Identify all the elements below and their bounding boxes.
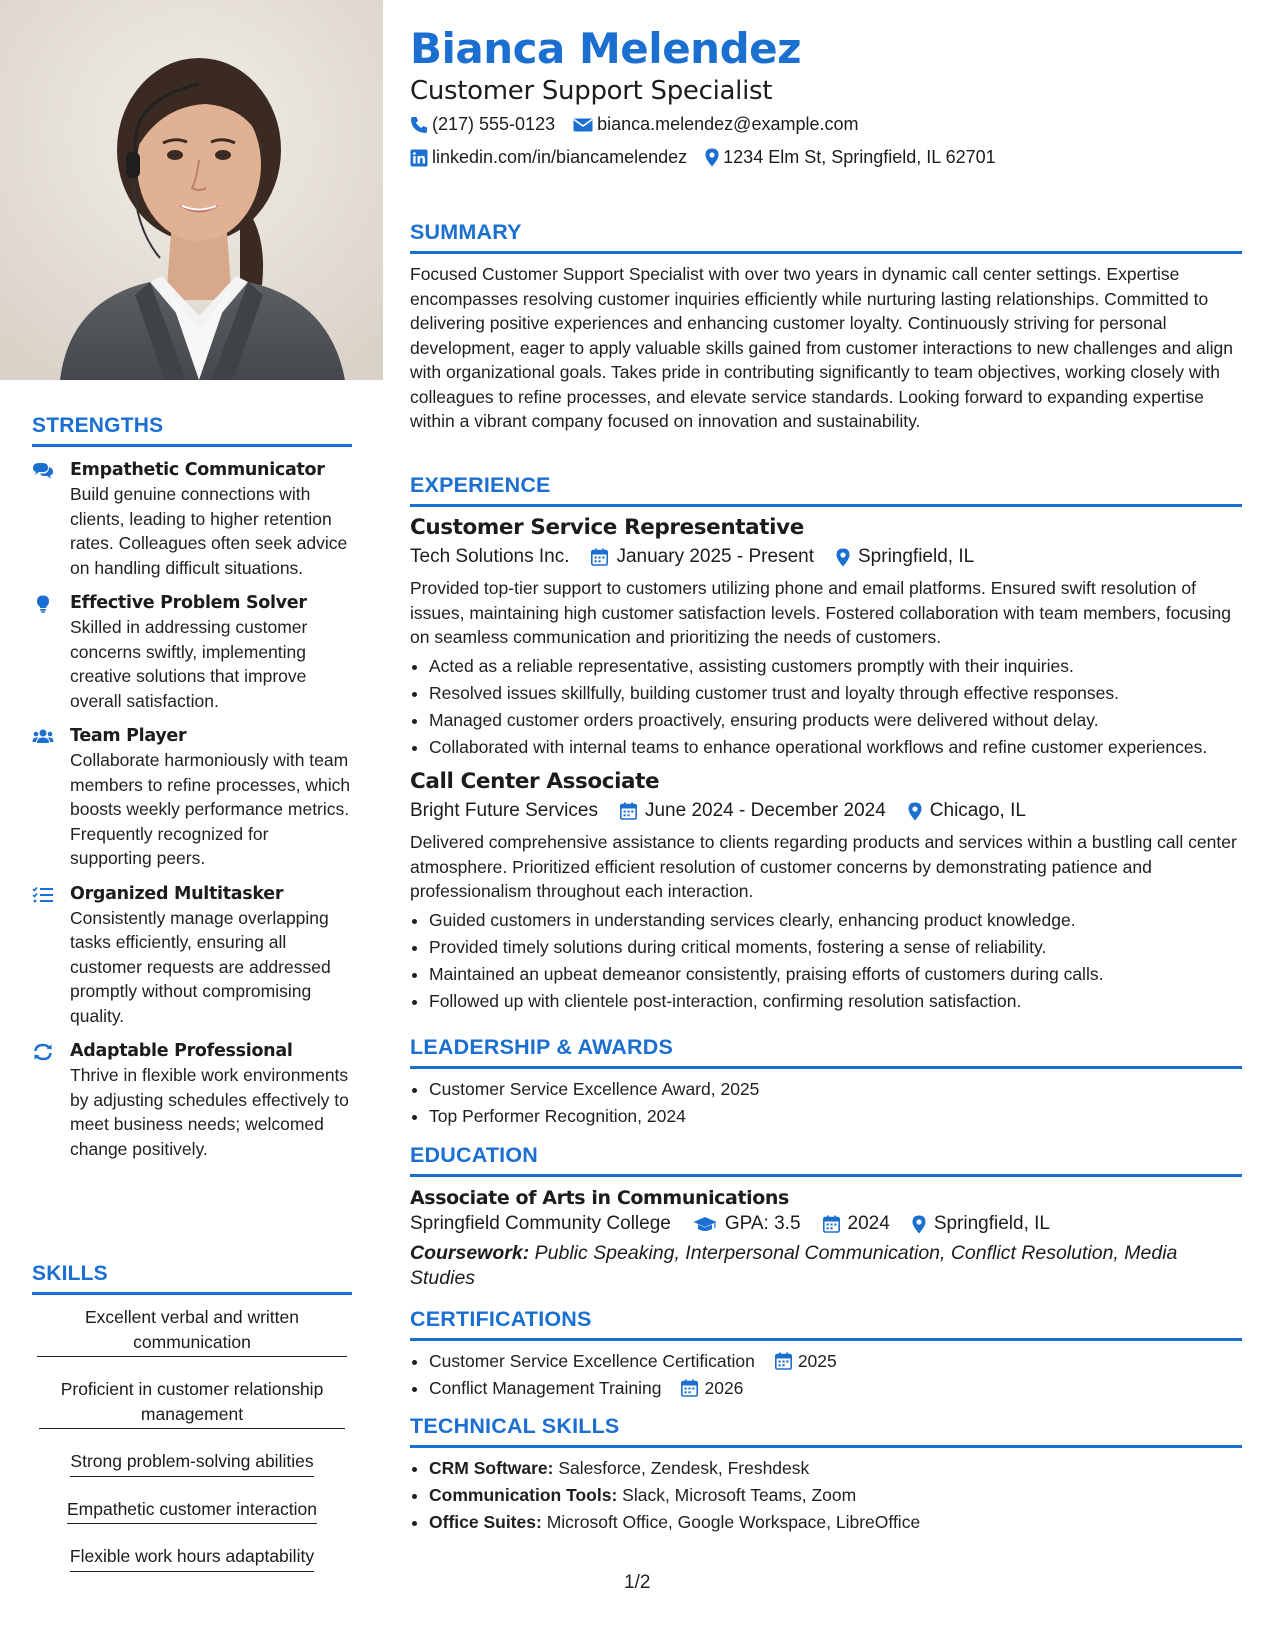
map-pin-icon	[908, 802, 922, 821]
strength-title: Effective Problem Solver	[70, 593, 307, 613]
contact-linkedin[interactable]	[410, 147, 687, 168]
certification-item	[429, 1376, 1242, 1401]
job-bullet: • Resolved issues skillfully, building customer trust and loyalty through effective responses.	[429, 681, 1242, 706]
experience-section	[410, 473, 1242, 1016]
education-location: Springfield, IL	[933, 1213, 1050, 1234]
coursework	[410, 1241, 1242, 1291]
job-description: Provided top-tier support to customers utilizing phone and email platforms. Ensured swift resolution of issues, maintaining high customer satisfaction levels. Fostered collaboration with team members, focusing on seamless communication and prioritizing the needs of customers.	[410, 578, 1231, 647]
awards-section	[410, 1035, 1242, 1131]
technical-skills-heading: TECHNICAL SKILLS	[410, 1414, 1242, 1448]
summary-heading: SUMMARY	[410, 220, 1242, 254]
list-check-icon	[32, 886, 54, 904]
comments-icon	[32, 462, 54, 480]
gpa-text: GPA: 3.5	[724, 1213, 801, 1234]
technical-skill-item	[429, 1510, 1242, 1535]
calendar-icon	[620, 802, 637, 820]
school-name: Springfield Community College	[410, 1213, 671, 1234]
candidate-title: Customer Support Specialist	[410, 76, 773, 106]
education-heading: EDUCATION	[410, 1143, 1242, 1177]
award-item: • Top Performer Recognition, 2024	[429, 1104, 1242, 1129]
strength-item	[32, 1040, 352, 1161]
degree-title: Associate of Arts in Communications	[410, 1187, 789, 1209]
job-bullet: • Provided timely solutions during critical moments, fostering a sense of reliability.	[429, 935, 1242, 960]
strength-title: Empathetic Communicator	[70, 460, 325, 480]
awards-list	[410, 1077, 1242, 1129]
map-pin-icon	[705, 148, 719, 167]
skill-item: Strong problem-solving abilities	[70, 1449, 313, 1477]
contact-row	[410, 114, 859, 135]
job-meta	[410, 800, 1242, 822]
lightbulb-icon	[32, 595, 54, 613]
candidate-name: Bianca Melendez	[410, 24, 802, 73]
strength-item	[32, 883, 352, 1029]
coursework-text: Public Speaking, Interpersonal Communication, Conflict Resolution, Media Studies	[410, 1242, 1178, 1289]
map-pin-icon	[912, 1215, 926, 1234]
strengths-heading: STRENGTHS	[32, 414, 352, 447]
contact-phone[interactable]	[410, 114, 555, 135]
certifications-heading: CERTIFICATIONS	[410, 1307, 1242, 1341]
strength-desc: Build genuine connections with clients, leading to higher retention rates. Colleagues often seek advice on handling difficult situations.	[70, 484, 348, 578]
job-title: Call Center Associate	[410, 769, 660, 794]
certifications-section	[410, 1307, 1242, 1403]
job-location: Springfield, IL	[858, 546, 975, 567]
skills-section	[32, 1262, 352, 1592]
job-company: Tech Solutions Inc.	[410, 546, 570, 567]
awards-heading: LEADERSHIP & AWARDS	[410, 1035, 1242, 1069]
strength-item	[32, 459, 352, 580]
strength-title: Adaptable Professional	[70, 1041, 293, 1061]
strength-item	[32, 592, 352, 713]
education-year: 2024	[847, 1213, 890, 1234]
experience-heading: EXPERIENCE	[410, 473, 1242, 507]
skills-list	[32, 1305, 352, 1572]
certification-name: • Customer Service Excellence Certification	[429, 1351, 755, 1371]
strength-desc: Thrive in flexible work environments by adjusting schedules effectively to meet business needs; welcomed change positively.	[70, 1065, 349, 1159]
technical-skill-value: Salesforce, Zendesk, Freshdesk	[558, 1458, 810, 1478]
skill-item: Empathetic customer interaction	[67, 1497, 317, 1525]
contact-row	[410, 147, 996, 168]
technical-skill-item	[429, 1456, 1242, 1481]
strength-item	[32, 725, 352, 871]
job-bullet: • Collaborated with internal teams to enhance operational workflows and refine customer experiences.	[429, 735, 1242, 760]
users-icon	[32, 728, 54, 746]
certification-year: 2025	[797, 1351, 837, 1371]
strength-desc: Collaborate harmoniously with team members to refine processes, which boosts weekly performance metrics. Frequently recognized for supporting peers.	[70, 750, 351, 868]
calendar-icon	[775, 1352, 792, 1370]
profile-photo-illustration	[0, 0, 383, 380]
skill-item: Proficient in customer relationship management	[39, 1377, 345, 1429]
technical-skills-list	[410, 1456, 1242, 1535]
technical-skill-label: Office Suites:	[429, 1512, 542, 1532]
strength-desc: Consistently manage overlapping tasks efficiently, ensuring all customer requests are addressed promptly without compromising quality.	[70, 907, 331, 1026]
left-column	[0, 0, 383, 1650]
strengths-section	[32, 414, 352, 1161]
job-entry	[410, 769, 1242, 1013]
summary-text: Focused Customer Support Specialist with over two years in dynamic call center settings. Expertise encompasses resolving customer inquiries efficiently while nurturing lasting relationships. Committed to delivering positive experiences and enhancing customer loyalty. Continuously striving for personal development, eager to apply valuable skills gained from customer interactions to new challenges and align with organizational goals. Takes pride in contributing significantly to team objectives, working closely with colleagues to refine processes, and elevate service standards. Looking forward to expanding expertise within a vibrant company focused on innovation and sustainability.	[410, 264, 1233, 431]
job-location: Chicago, IL	[929, 800, 1026, 821]
strength-desc: Skilled in addressing customer concerns swiftly, implementing creative solutions that improve overall satisfaction.	[70, 617, 308, 711]
technical-skills-section	[410, 1414, 1242, 1537]
technical-skill-value: Microsoft Office, Google Workspace, LibreOffice	[546, 1512, 921, 1532]
job-bullet: • Managed customer orders proactively, ensuring products were delivered without delay.	[429, 708, 1242, 733]
education-meta	[410, 1213, 1242, 1235]
calendar-icon	[681, 1379, 698, 1397]
certifications-list	[410, 1349, 1242, 1401]
job-description: Delivered comprehensive assistance to clients regarding products and services within a bustling call center atmosphere. Prioritized efficient resolution of customer concerns by demonstrating patience and professionalism throughout each interaction.	[410, 832, 1237, 901]
envelope-icon	[573, 117, 593, 133]
education-section	[410, 1143, 1242, 1291]
job-dates: January 2025 - Present	[616, 546, 814, 567]
contact-email[interactable]	[573, 114, 858, 135]
certification-name: • Conflict Management Training	[429, 1378, 662, 1398]
sync-icon	[32, 1043, 54, 1061]
job-meta	[410, 546, 1242, 568]
certification-item	[429, 1349, 1242, 1374]
technical-skill-item	[429, 1483, 1242, 1508]
graduation-cap-icon	[693, 1216, 717, 1233]
job-bullet: • Maintained an upbeat demeanor consistently, praising efforts of customers during calls.	[429, 962, 1242, 987]
strength-title: Team Player	[70, 726, 187, 746]
job-title: Customer Service Representative	[410, 515, 804, 540]
skill-item: Excellent verbal and written communication	[37, 1305, 347, 1357]
contact-address	[705, 147, 996, 168]
map-pin-icon	[836, 548, 850, 567]
job-bullets	[410, 654, 1242, 760]
job-company: Bright Future Services	[410, 800, 598, 821]
technical-skill-value: Slack, Microsoft Teams, Zoom	[622, 1485, 857, 1505]
job-bullets	[410, 908, 1242, 1014]
award-item: • Customer Service Excellence Award, 2025	[429, 1077, 1242, 1102]
job-bullet: • Followed up with clientele post-interaction, confirming resolution satisfaction.	[429, 989, 1242, 1014]
job-entry	[410, 515, 1242, 759]
phone-text: (217) 555-0123	[432, 114, 556, 134]
skill-item: Flexible work hours adaptability	[70, 1544, 314, 1572]
page-number: 1/2	[624, 1572, 651, 1593]
strength-title: Organized Multitasker	[70, 883, 284, 904]
linkedin-icon	[410, 149, 428, 167]
phone-icon	[410, 116, 428, 134]
job-dates: June 2024 - December 2024	[644, 800, 886, 821]
linkedin-text: linkedin.com/in/biancamelendez	[432, 147, 688, 167]
certification-year: 2026	[704, 1378, 744, 1398]
technical-skill-label: Communication Tools:	[429, 1485, 618, 1505]
calendar-icon	[591, 548, 608, 566]
coursework-label: Coursework:	[410, 1242, 530, 1264]
address-text: 1234 Elm St, Springfield, IL 62701	[723, 147, 996, 167]
email-text: bianca.melendez@example.com	[597, 114, 859, 134]
summary-section	[410, 220, 1242, 434]
technical-skill-label: CRM Software:	[429, 1458, 554, 1478]
profile-photo	[0, 0, 383, 380]
skills-heading: SKILLS	[32, 1262, 352, 1295]
job-bullet: • Guided customers in understanding services clearly, enhancing product knowledge.	[429, 908, 1242, 933]
calendar-icon	[823, 1215, 840, 1233]
job-bullet: • Acted as a reliable representative, assisting customers promptly with their inquiries.	[429, 654, 1242, 679]
